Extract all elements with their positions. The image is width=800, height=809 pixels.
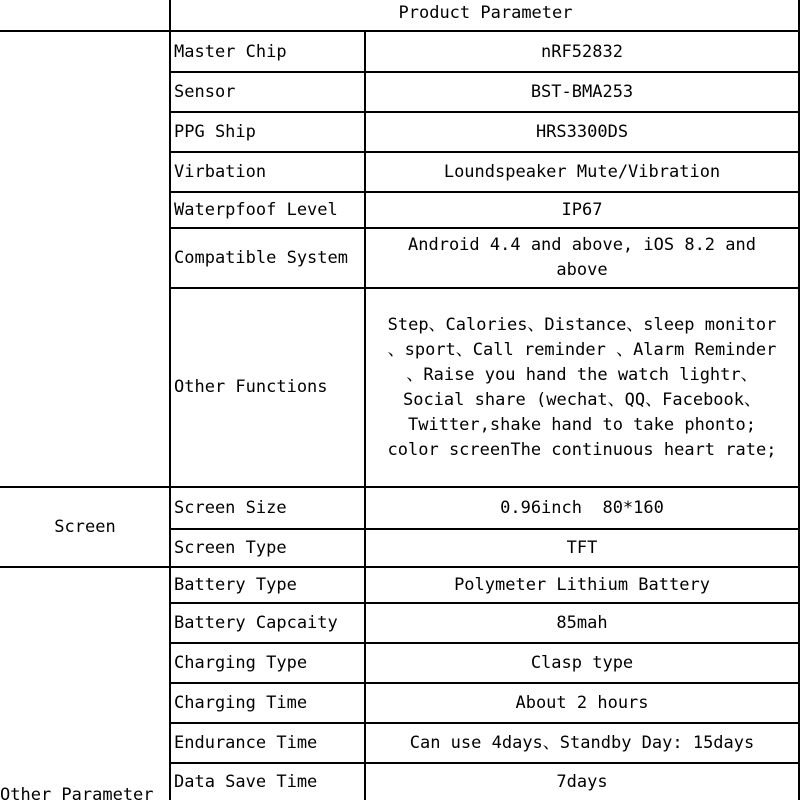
param-value: HRS3300DS (535, 121, 629, 142)
param-value: nRF52832 (541, 41, 623, 62)
param-name: Compatible System (174, 247, 348, 268)
grid-line (0, 486, 800, 488)
param-name: Waterpfoof Level (174, 199, 338, 220)
group-label-screen: Screen (54, 516, 116, 537)
param-value: Can use 4days、Standby Day: 15days (409, 732, 755, 753)
grid-line (169, 287, 800, 289)
grid-line (169, 602, 800, 604)
param-name: Master Chip (174, 41, 287, 62)
param-name: Sensor (174, 81, 236, 102)
param-name: Virbation (174, 161, 267, 182)
param-name: Battery Capcaity (174, 612, 338, 633)
param-name: Other Functions (174, 377, 328, 397)
param-value: Loundspeaker Mute/Vibration (443, 161, 721, 182)
grid-line (169, 762, 800, 764)
grid-line (169, 0, 171, 800)
grid-line (169, 528, 800, 530)
group-label-other-parameter: Other Parameter (0, 785, 154, 805)
param-name: Screen Type (174, 537, 287, 558)
grid-line (169, 111, 800, 113)
grid-line (0, 566, 800, 568)
param-value: 0.96inch 80*160 (500, 497, 664, 518)
group-label-general (0, 31, 170, 486)
grid-line (169, 71, 800, 73)
param-name: Charging Time (174, 692, 308, 713)
grid-line (169, 722, 800, 724)
param-value: 7days (556, 771, 608, 792)
param-name: Screen Size (174, 497, 287, 518)
param-value: Step、Calories、Distance、sleep monitor 、sport、Call reminder 、Alarm Reminder 、Raise you hand the watch lightr、 Social share (wechat、QQ、Facebook、 Twitter,shake hand to take phonto; color screenThe continuous heart rate; (387, 314, 777, 460)
param-value: Android 4.4 and above, iOS 8.2 and above (408, 235, 756, 280)
param-value: Polymeter Lithium Battery (454, 574, 710, 595)
param-value: TFT (566, 537, 598, 558)
param-name: PPG Ship (174, 121, 256, 142)
table-title: Product Parameter (398, 2, 573, 23)
param-name: Data Save Time (174, 771, 318, 792)
grid-line (0, 30, 800, 32)
param-name: Endurance Time (174, 732, 318, 753)
param-name: Charging Type (174, 652, 308, 673)
grid-line (169, 682, 800, 684)
grid-line (169, 191, 800, 193)
param-name: Battery Type (174, 574, 297, 595)
grid-line (169, 151, 800, 153)
param-value: About 2 hours (515, 692, 649, 713)
grid-line (169, 227, 800, 229)
param-value: IP67 (561, 199, 603, 220)
param-value: Clasp type (530, 652, 634, 673)
param-value: BST-BMA253 (530, 81, 634, 102)
param-value: 85mah (556, 612, 608, 633)
grid-line (169, 642, 800, 644)
grid-line (364, 31, 366, 800)
